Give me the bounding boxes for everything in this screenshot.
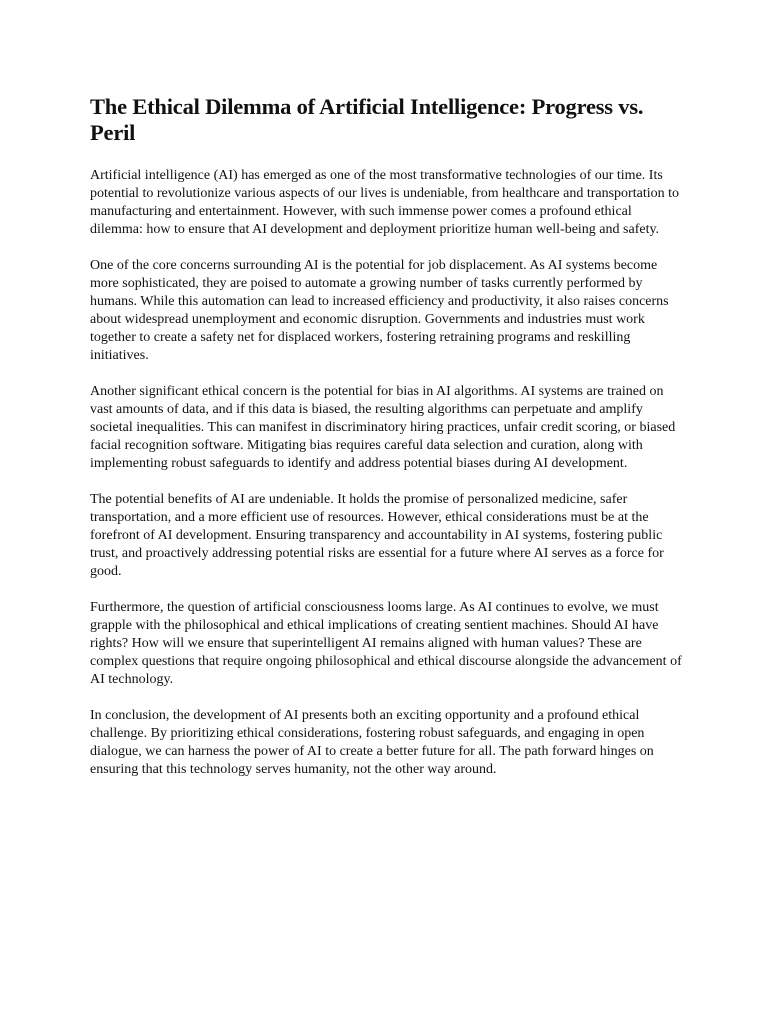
paragraph-algorithmic-bias: Another significant ethical concern is the potential for bias in AI algorithms. AI systems are trained on vast amounts of data, and if this data is biased, the resulting algorithms can perpetuate and amplify societal inequalities. This can manifest in discriminatory hiring practices, unfair credit scoring, or biased facial recognition software. Mitigating bias requires careful data selection and curation, along with implementing robust safeguards to identify and address potential biases during AI development.	[90, 384, 676, 471]
paragraph-consciousness: Furthermore, the question of artificial consciousness looms large. As AI continues to evolve, we must grapple with the philosophical and ethical implications of creating sentient machines. Should AI have rights? How will we ensure that superintelligent AI remains aligned with human values? These are complex questions that require ongoing philosophical and ethical discourse alongside the advancement of AI technology.	[90, 600, 682, 687]
paragraph-intro: Artificial intelligence (AI) has emerged as one of the most transformative technologies of our time. Its potential to revolutionize various aspects of our lives is undeniable, from healthcare and transportation to manufacturing and entertainment. However, with such immense power comes a profound ethical dilemma: how to ensure that AI development and deployment prioritize human well-being and safety.	[90, 168, 679, 237]
document-title: The Ethical Dilemma of Artificial Intelligence: Progress vs. Peril	[90, 94, 644, 145]
document-page	[90, 94, 682, 797]
paragraph-conclusion: In conclusion, the development of AI presents both an exciting opportunity and a profound ethical challenge. By prioritizing ethical considerations, fostering robust safeguards, and engaging in open dialogue, we can harness the power of AI to create a better future for all. The path forward hinges on ensuring that this technology serves humanity, not the other way around.	[90, 708, 654, 777]
paragraph-benefits: The potential benefits of AI are undeniable. It holds the promise of personalized medicine, safer transportation, and a more efficient use of resources. However, ethical considerations must be at the forefront of AI development. Ensuring transparency and accountability in AI systems, fostering public trust, and proactively addressing potential risks are essential for a future where AI serves as a force for good.	[90, 492, 664, 579]
paragraph-job-displacement: One of the core concerns surrounding AI is the potential for job displacement. As AI systems become more sophisticated, they are poised to automate a growing number of tasks currently performed by humans. While this automation can lead to increased efficiency and productivity, it also raises concerns about widespread unemployment and economic disruption. Governments and industries must work together to create a safety net for displaced workers, fostering retraining programs and reskilling initiatives.	[90, 258, 669, 363]
